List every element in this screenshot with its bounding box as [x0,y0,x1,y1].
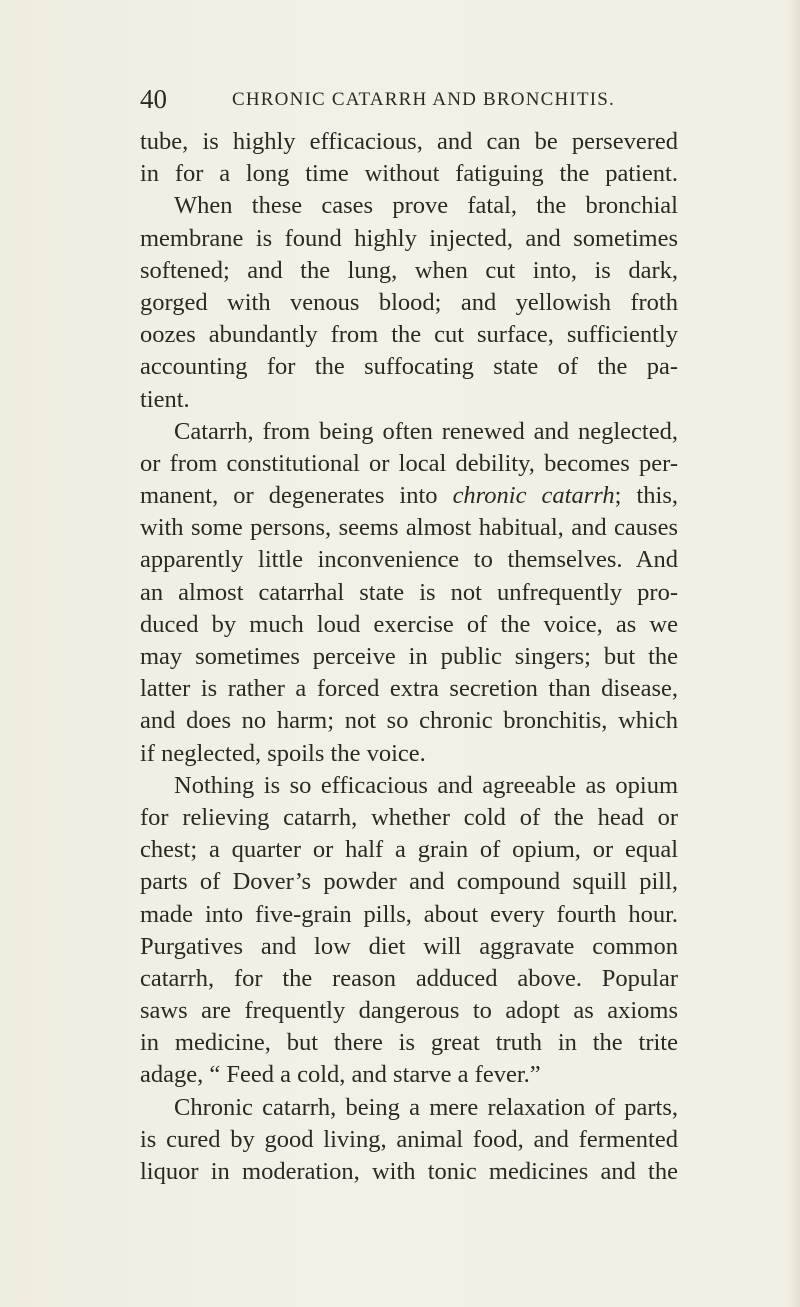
text-line: oozes abundantly from the cut surface, sufficiently [140,321,678,349]
text-line: tube, is highly efficacious, and can be persevered [140,128,678,155]
text-line: parts of Dover’s powder and compound squill pill, [140,868,678,896]
text-line: membrane is found highly injected, and sometimes [140,224,678,252]
text-line: chest; a quarter or half a grain of opium, or equal [140,836,678,864]
text-line: if neglected, spoils the voice. [140,739,426,767]
text-line: softened; and the lung, when cut into, is dark, [140,256,678,284]
text-line: apparently little inconvenience to themselves. And [140,546,678,574]
text-line: gorged with venous blood; and yellowish froth [140,288,678,316]
text-line: in for a long time without fatiguing the patient. [140,160,678,188]
text-line: and does no harm; not so chronic bronchitis, which [140,707,678,735]
page-header [140,84,678,114]
text-line: Nothing is so efficacious and agreeable as opium [174,771,678,799]
page-number: 40 [140,84,167,114]
text-line: saws are frequently dangerous to adopt as axioms [140,997,678,1025]
text-line: or from constitutional or local debility, becomes per- [140,449,678,477]
text-line: for relieving catarrh, whether cold of the head or [140,803,678,831]
body-text [140,126,678,1188]
text-line: may sometimes perceive in public singers; but the [140,643,678,670]
text-line: Catarrh, from being often renewed and neglected, [174,417,678,445]
text-segment: ; this, [614,482,678,510]
text-line: an almost catarrhal state is not unfrequently pro- [140,578,678,606]
text-line: liquor in moderation, with tonic medicines and the [140,1158,678,1185]
text-segment: manent, or degenerates into [140,482,453,510]
text-line: with some persons, seems almost habitual, and causes [140,514,678,542]
running-head: CHRONIC CATARRH AND BRONCHITIS. [232,89,615,110]
italic-term: chronic catarrh [452,482,615,510]
text-line: in medicine, but there is great truth in the trite [140,1029,678,1057]
text-line: Chronic catarrh, being a mere relaxation of parts, [174,1093,678,1121]
text-line: adage, “ Feed a cold, and starve a fever.” [140,1061,541,1089]
text-line: catarrh, for the reason adduced above. Popular [140,964,678,992]
text-line: made into five-grain pills, about every fourth hour. [140,900,678,928]
page-edge-shadow [786,0,800,1307]
text-line: is cured by good living, animal food, and fermented [140,1125,678,1153]
text-line: tient. [140,385,190,413]
text-line: When these cases prove fatal, the bronchial [174,192,678,220]
text-line: latter is rather a forced extra secretion than disease, [140,675,678,703]
text-line: Purgatives and low diet will aggravate common [140,932,678,960]
text-line: accounting for the suffocating state of the pa- [140,353,678,381]
text-line: duced by much loud exercise of the voice, as we [140,610,678,638]
text-line [140,480,678,512]
